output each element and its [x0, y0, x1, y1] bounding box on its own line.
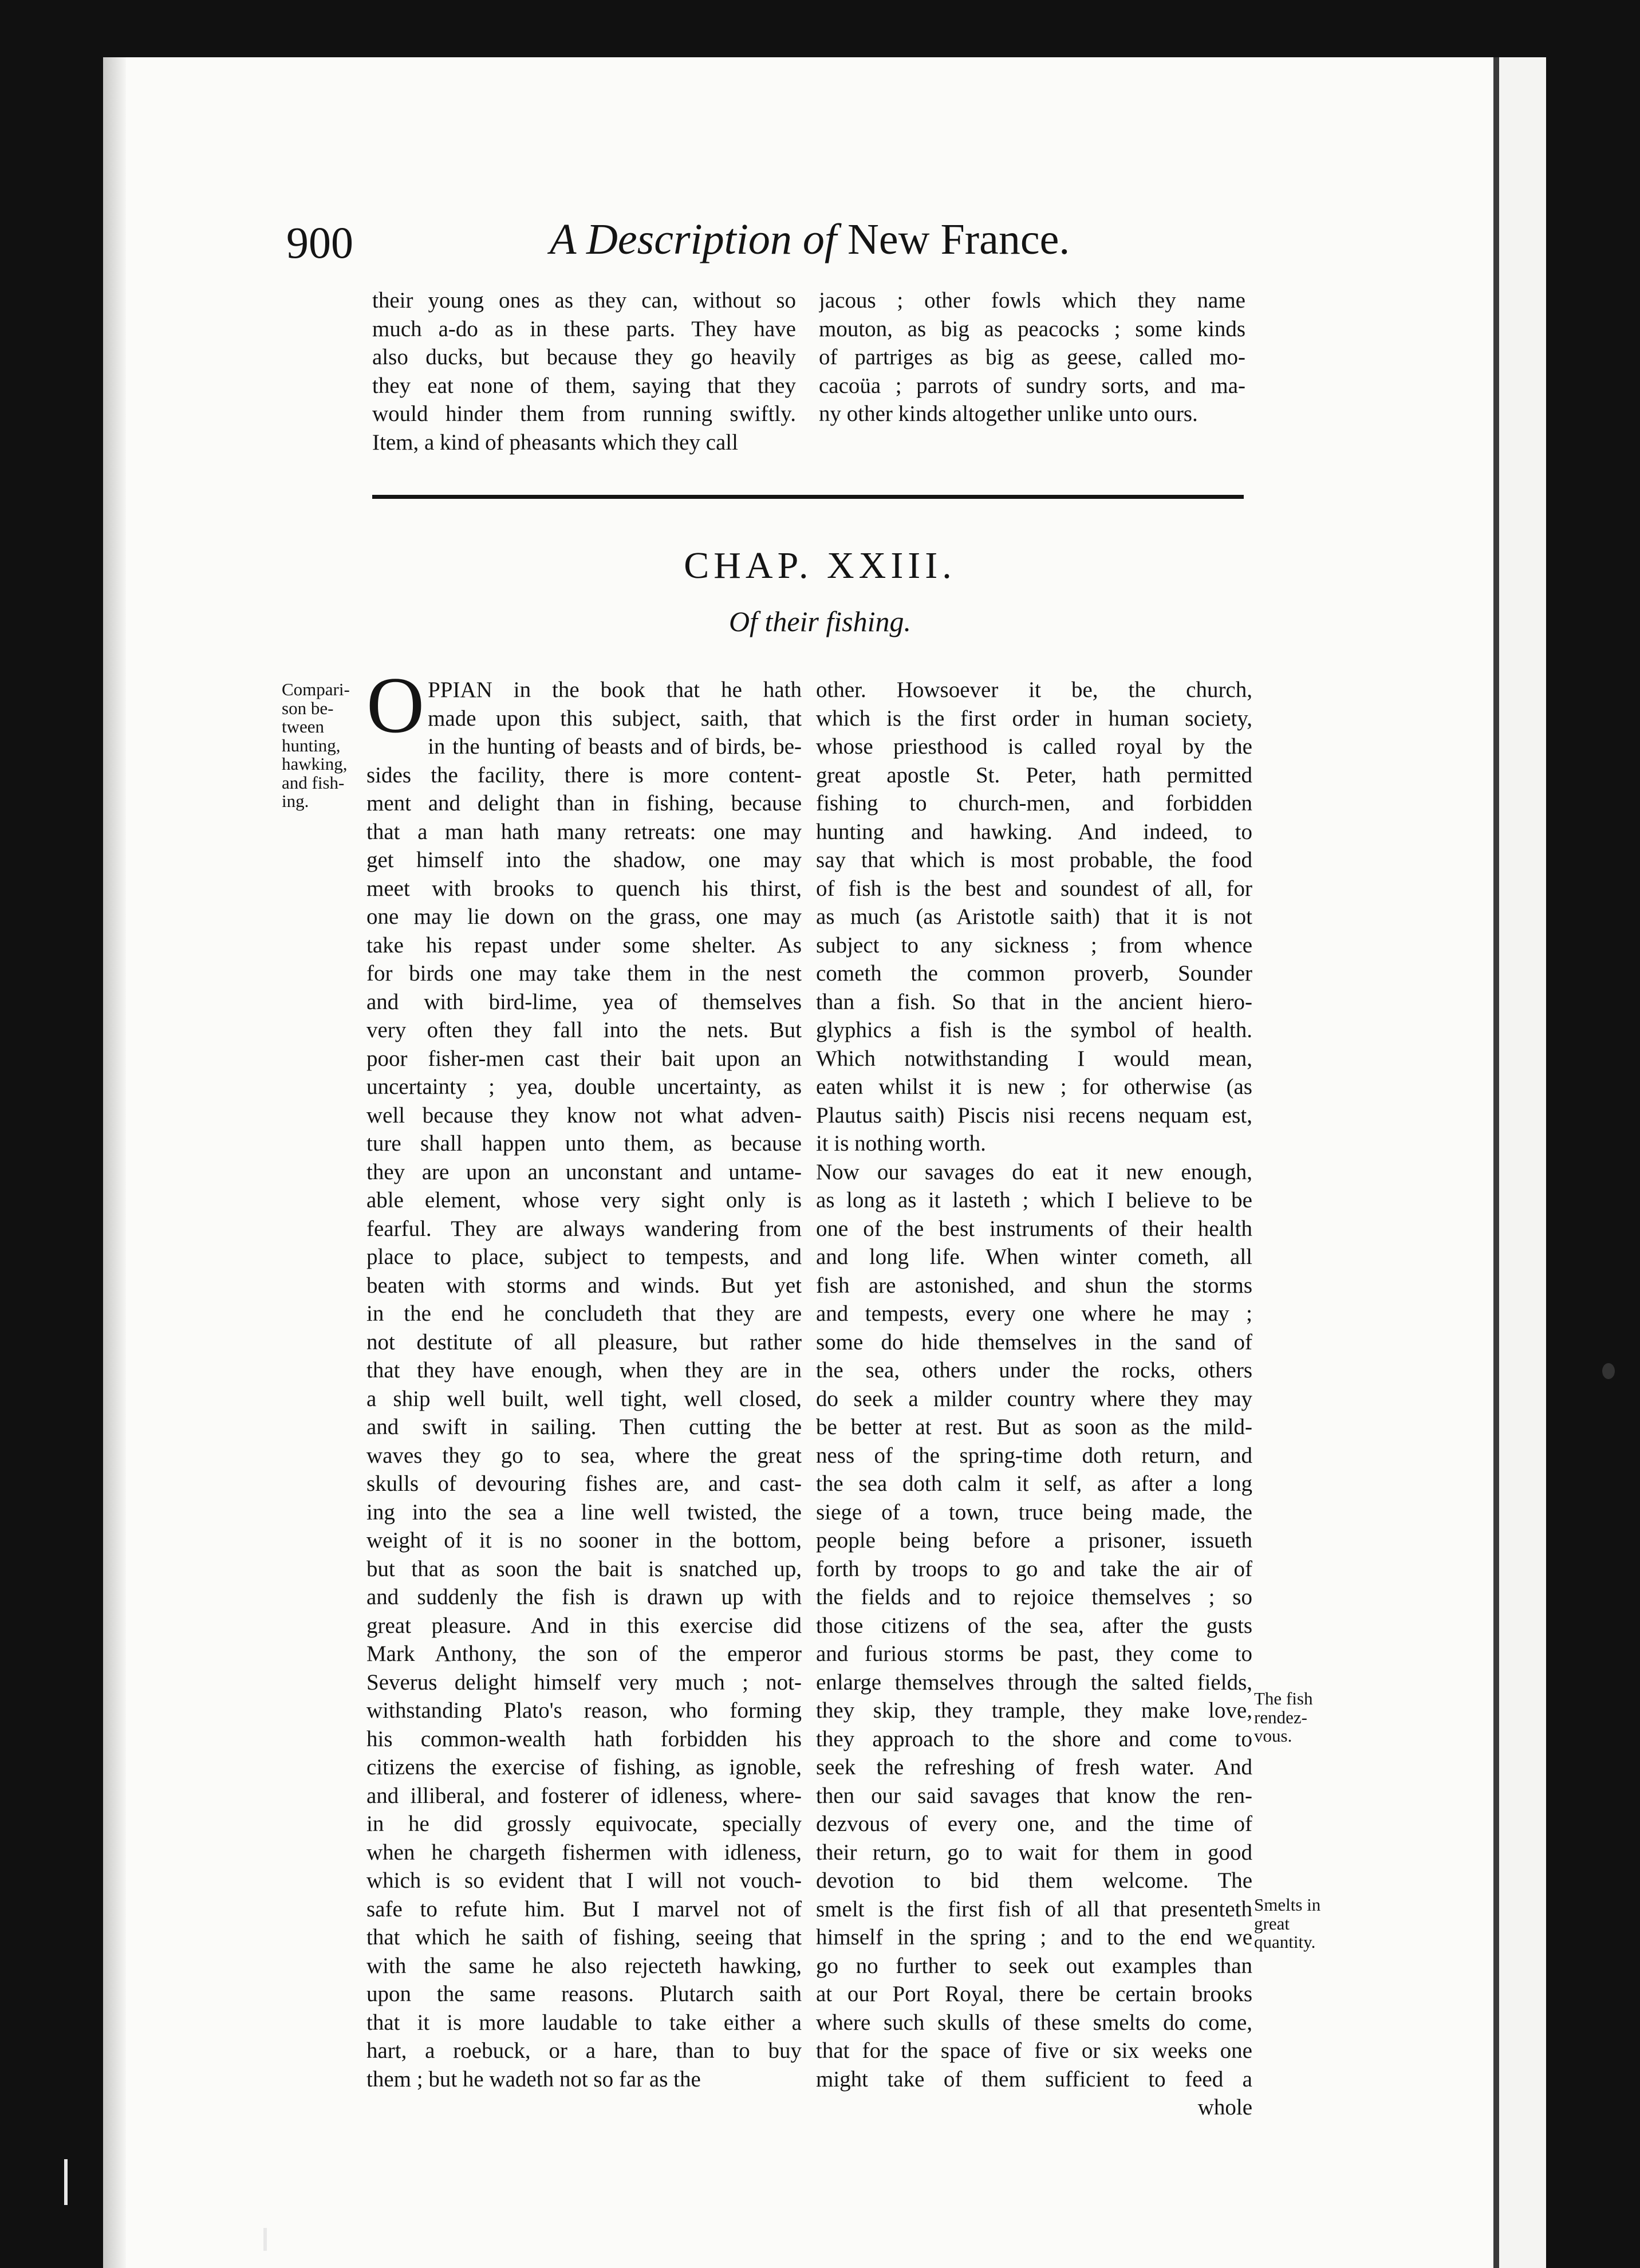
text-line: which is so evident that I will not vouch-	[366, 1868, 802, 1893]
text-line: but that as soon the bait is snatched up,	[366, 1556, 802, 1581]
text-line: them ; but he wadeth not so far as the	[366, 2066, 701, 2092]
text-line: ing into the sea a line well twisted, the	[366, 1499, 802, 1525]
body-right-column	[816, 676, 1252, 2122]
running-title-part2: of	[802, 215, 848, 263]
text-line: as long as it lasteth ; which I believe to be	[816, 1188, 1252, 1212]
text-line: very often they fall into the nets. But	[366, 1018, 802, 1042]
text-line: skulls of devouring fishes are, and cast-	[366, 1471, 802, 1496]
body-left-column	[366, 661, 802, 2093]
text-line: in the hunting of beasts and of birds, be-	[428, 734, 802, 759]
text-line: Severus delight himself very much ; not-	[366, 1670, 802, 1695]
text-line: upon the same reasons. Plutarch saith	[366, 1982, 802, 2006]
text-line: say that which is most probable, the food	[816, 848, 1252, 872]
text-line: they are upon an unconstant and untame-	[366, 1159, 802, 1184]
drop-cap: O	[366, 661, 425, 750]
text-line: Now our savages do eat it new enough,	[816, 1159, 1252, 1184]
text-line: cacoüa ; parrots of sundry sorts, and ma-	[819, 373, 1245, 398]
running-title	[550, 215, 1070, 263]
text-line: The fish	[1254, 1688, 1313, 1708]
chapter-heading: CHAP. XXIII.	[684, 545, 956, 586]
text-line: that they have enough, when they are in	[366, 1358, 802, 1383]
text-line: meet with brooks to quench his thirst,	[366, 876, 802, 901]
top-right-column	[819, 286, 1245, 428]
text-line: smelt is the first fish of all that presenteth	[816, 1896, 1252, 1922]
text-line: much a-do as in these parts. They have	[372, 316, 796, 341]
page-gutter-shadow	[103, 57, 126, 2268]
text-line: go no further to seek out examples than	[816, 1953, 1252, 1978]
text-line: the sea, others under the rocks, others	[816, 1358, 1252, 1383]
text-line: great	[1254, 1913, 1290, 1934]
text-line: hawking,	[282, 754, 348, 774]
text-line: eaten whilst it is new ; for otherwise (as	[816, 1074, 1252, 1099]
text-line: citizens the exercise of fishing, as ignoble,	[366, 1755, 802, 1779]
text-line: that for the space of five or six weeks one	[816, 2038, 1252, 2063]
text-line: ment and delight than in fishing, because	[366, 791, 802, 816]
text-line: that it is more laudable to take either a	[366, 2010, 802, 2035]
text-line: their return, go to wait for them in good	[816, 1840, 1252, 1865]
section-rule	[372, 495, 1244, 499]
text-line: it is nothing worth.	[816, 1131, 986, 1156]
text-line: they skip, they trample, they make love,	[816, 1698, 1252, 1723]
running-title-part1: A Description	[550, 215, 803, 263]
text-line: that a man hath many retreats: one may	[366, 819, 802, 844]
text-line: fish are astonished, and shun the storms	[816, 1273, 1252, 1298]
text-line: Smelts in	[1254, 1895, 1321, 1915]
text-line: Item, a kind of pheasants which they call	[372, 430, 738, 455]
text-line: forth by troops to go and take the air of	[816, 1556, 1252, 1581]
running-title-part3: New France.	[847, 215, 1070, 263]
text-line: for birds one may take them in the nest	[366, 961, 802, 986]
text-line: seek the refreshing of fresh water. And	[816, 1755, 1252, 1779]
text-line: great apostle St. Peter, hath permitted	[816, 762, 1252, 788]
text-line: able element, whose very sight only is	[366, 1188, 802, 1212]
text-line: glyphics a fish is the symbol of health.	[816, 1018, 1252, 1042]
text-line: weight of it is no sooner in the bottom,	[366, 1528, 802, 1553]
text-line: they eat none of them, saying that they	[372, 373, 796, 398]
text-line: uncertainty ; yea, double uncertainty, as	[366, 1074, 802, 1099]
text-line: sides the facility, there is more content-	[366, 762, 802, 788]
text-line: himself in the spring ; and to the end we	[816, 1925, 1252, 1950]
text-line: of fish is the best and soundest of all, for	[816, 876, 1252, 901]
text-line: and with bird-lime, yea of themselves	[366, 989, 802, 1014]
text-line: safe to refute him. But I marvel not of	[366, 1896, 802, 1922]
text-line: siege of a town, truce being made, the	[816, 1499, 1252, 1525]
text-line: their young ones as they can, without so	[372, 288, 796, 313]
facing-page-edge	[1493, 57, 1499, 2268]
text-line: well because they know not what adven-	[366, 1102, 802, 1128]
page-number: 900	[286, 218, 353, 267]
text-line: tween	[282, 716, 325, 737]
text-line: dezvous of every one, and the time of	[816, 1812, 1252, 1836]
scan-artifact	[64, 2159, 68, 2205]
text-line: fearful. They are always wandering from	[366, 1216, 802, 1241]
text-line: and tempests, every one where he may ;	[816, 1301, 1252, 1326]
text-line: poor fisher-men cast their bait upon an	[366, 1046, 802, 1071]
text-line: and furious storms be past, they come to	[816, 1641, 1252, 1666]
text-line: might take of them sufficient to feed a	[816, 2066, 1252, 2092]
text-line: whole	[1197, 2095, 1252, 2120]
text-line: vous.	[1254, 1726, 1292, 1746]
text-line: withstanding Plato's reason, who forming	[366, 1698, 802, 1723]
text-line: ness of the spring-time doth return, and	[816, 1443, 1252, 1468]
text-line: whose priesthood is called royal by the	[816, 734, 1252, 759]
chapter-subtitle: Of their fishing.	[728, 605, 912, 637]
text-line: rendez-	[1254, 1707, 1307, 1727]
margin-note-rendezvous	[1254, 1690, 1312, 1746]
text-line: other. Howsoever it be, the church,	[816, 678, 1252, 702]
text-line: some do hide themselves in the sand of	[816, 1329, 1252, 1354]
text-line: the sea doth calm it self, as after a long	[816, 1471, 1252, 1496]
text-line: would hinder them from running swiftly.	[372, 401, 796, 426]
text-line: subject to any sickness ; from whence	[816, 932, 1252, 958]
text-line: hunting,	[282, 735, 341, 755]
text-line: those citizens of the sea, after the gusts	[816, 1613, 1252, 1638]
text-line: one of the best instruments of their health	[816, 1216, 1252, 1241]
text-line: Compari-	[282, 679, 350, 699]
text-line: enlarge themselves through the salted fields,	[816, 1670, 1252, 1695]
body-left-lines	[366, 661, 802, 2093]
text-line: be better at rest. But as soon as the mild-	[816, 1415, 1252, 1439]
text-line: with the same he also rejecteth hawking,	[366, 1953, 802, 1978]
text-line: fishing to church-men, and forbidden	[816, 791, 1252, 816]
text-line: ny other kinds altogether unlike unto ours.	[819, 401, 1198, 426]
text-line: hunting and hawking. And indeed, to	[816, 819, 1252, 844]
text-line: not destitute of all pleasure, but rather	[366, 1329, 802, 1354]
text-line: quantity.	[1254, 1932, 1316, 1952]
text-line: ture shall happen unto them, as because	[366, 1131, 802, 1156]
text-line: son be-	[282, 698, 334, 718]
text-line: made upon this subject, saith, that	[428, 706, 802, 731]
text-line: and illiberal, and fosterer of idleness, where-	[366, 1783, 802, 1808]
text-line: mouton, as big as peacocks ; some kinds	[819, 316, 1245, 341]
text-line: his common-wealth hath forbidden his	[366, 1726, 802, 1751]
text-line: Mark Anthony, the son of the emperor	[366, 1641, 802, 1666]
text-line: waves they go to sea, where the great	[366, 1443, 802, 1468]
text-line: which is the first order in human society,	[816, 706, 1252, 731]
text-line: and swift in sailing. Then cutting the	[366, 1415, 802, 1439]
text-line: a ship well built, well tight, well closed,	[366, 1386, 802, 1411]
margin-note-comparison	[282, 680, 350, 811]
text-line: than a fish. So that in the ancient hiero-	[816, 989, 1252, 1014]
text-line: that which he saith of fishing, seeing that	[366, 1925, 802, 1950]
text-line: hart, a roebuck, or a hare, than to buy	[366, 2038, 802, 2063]
text-line: also ducks, but because they go heavily	[372, 345, 796, 369]
text-line: and fish-	[282, 772, 345, 793]
text-line: as much (as Aristotle saith) that it is not	[816, 904, 1252, 929]
text-line: and suddenly the fish is drawn up with	[366, 1585, 802, 1609]
text-line: of partriges as big as geese, called mo-	[819, 345, 1245, 369]
text-line: ing.	[282, 791, 309, 811]
text-line: when he chargeth fishermen with idleness,	[366, 1840, 802, 1865]
text-line: people being before a prisoner, issueth	[816, 1528, 1252, 1553]
margin-note-smelts	[1254, 1896, 1320, 1952]
text-line: Plautus saith) Piscis nisi recens nequam est,	[816, 1102, 1252, 1128]
text-line: Which notwithstanding I would mean,	[816, 1046, 1252, 1071]
text-line: at our Port Royal, there be certain brooks	[816, 1982, 1252, 2006]
text-line: in the end he concludeth that they are	[366, 1301, 802, 1326]
text-line: take his repast under some shelter. As	[366, 932, 802, 958]
text-line: get himself into the shadow, one may	[366, 848, 802, 872]
ink-spot	[1602, 1363, 1615, 1379]
text-line: in he did grossly equivocate, specially	[366, 1812, 802, 1836]
text-line: jacous ; other fowls which they name	[819, 288, 1245, 313]
text-line: where such skulls of these smelts do come,	[816, 2010, 1252, 2035]
text-line: great pleasure. And in this exercise did	[366, 1613, 802, 1638]
text-line: and long life. When winter cometh, all	[816, 1245, 1252, 1269]
text-line: one may lie down on the grass, one may	[366, 904, 802, 929]
text-line: place to place, subject to tempests, and	[366, 1245, 802, 1269]
facing-page-sliver	[1499, 57, 1546, 2268]
scan-artifact-2	[263, 2228, 267, 2251]
text-line: PPIAN in the book that he hath	[428, 678, 802, 702]
text-line: they approach to the shore and come to	[816, 1726, 1252, 1751]
text-line: do seek a milder country where they may	[816, 1386, 1252, 1411]
text-line: cometh the common proverb, Sounder	[816, 961, 1252, 986]
text-line: beaten with storms and winds. But yet	[366, 1273, 802, 1298]
top-left-column	[372, 286, 796, 456]
text-line: then our said savages that know the ren-	[816, 1783, 1252, 1808]
text-line: the fields and to rejoice themselves ; so	[816, 1585, 1252, 1609]
text-line: devotion to bid them welcome. The	[816, 1868, 1252, 1893]
